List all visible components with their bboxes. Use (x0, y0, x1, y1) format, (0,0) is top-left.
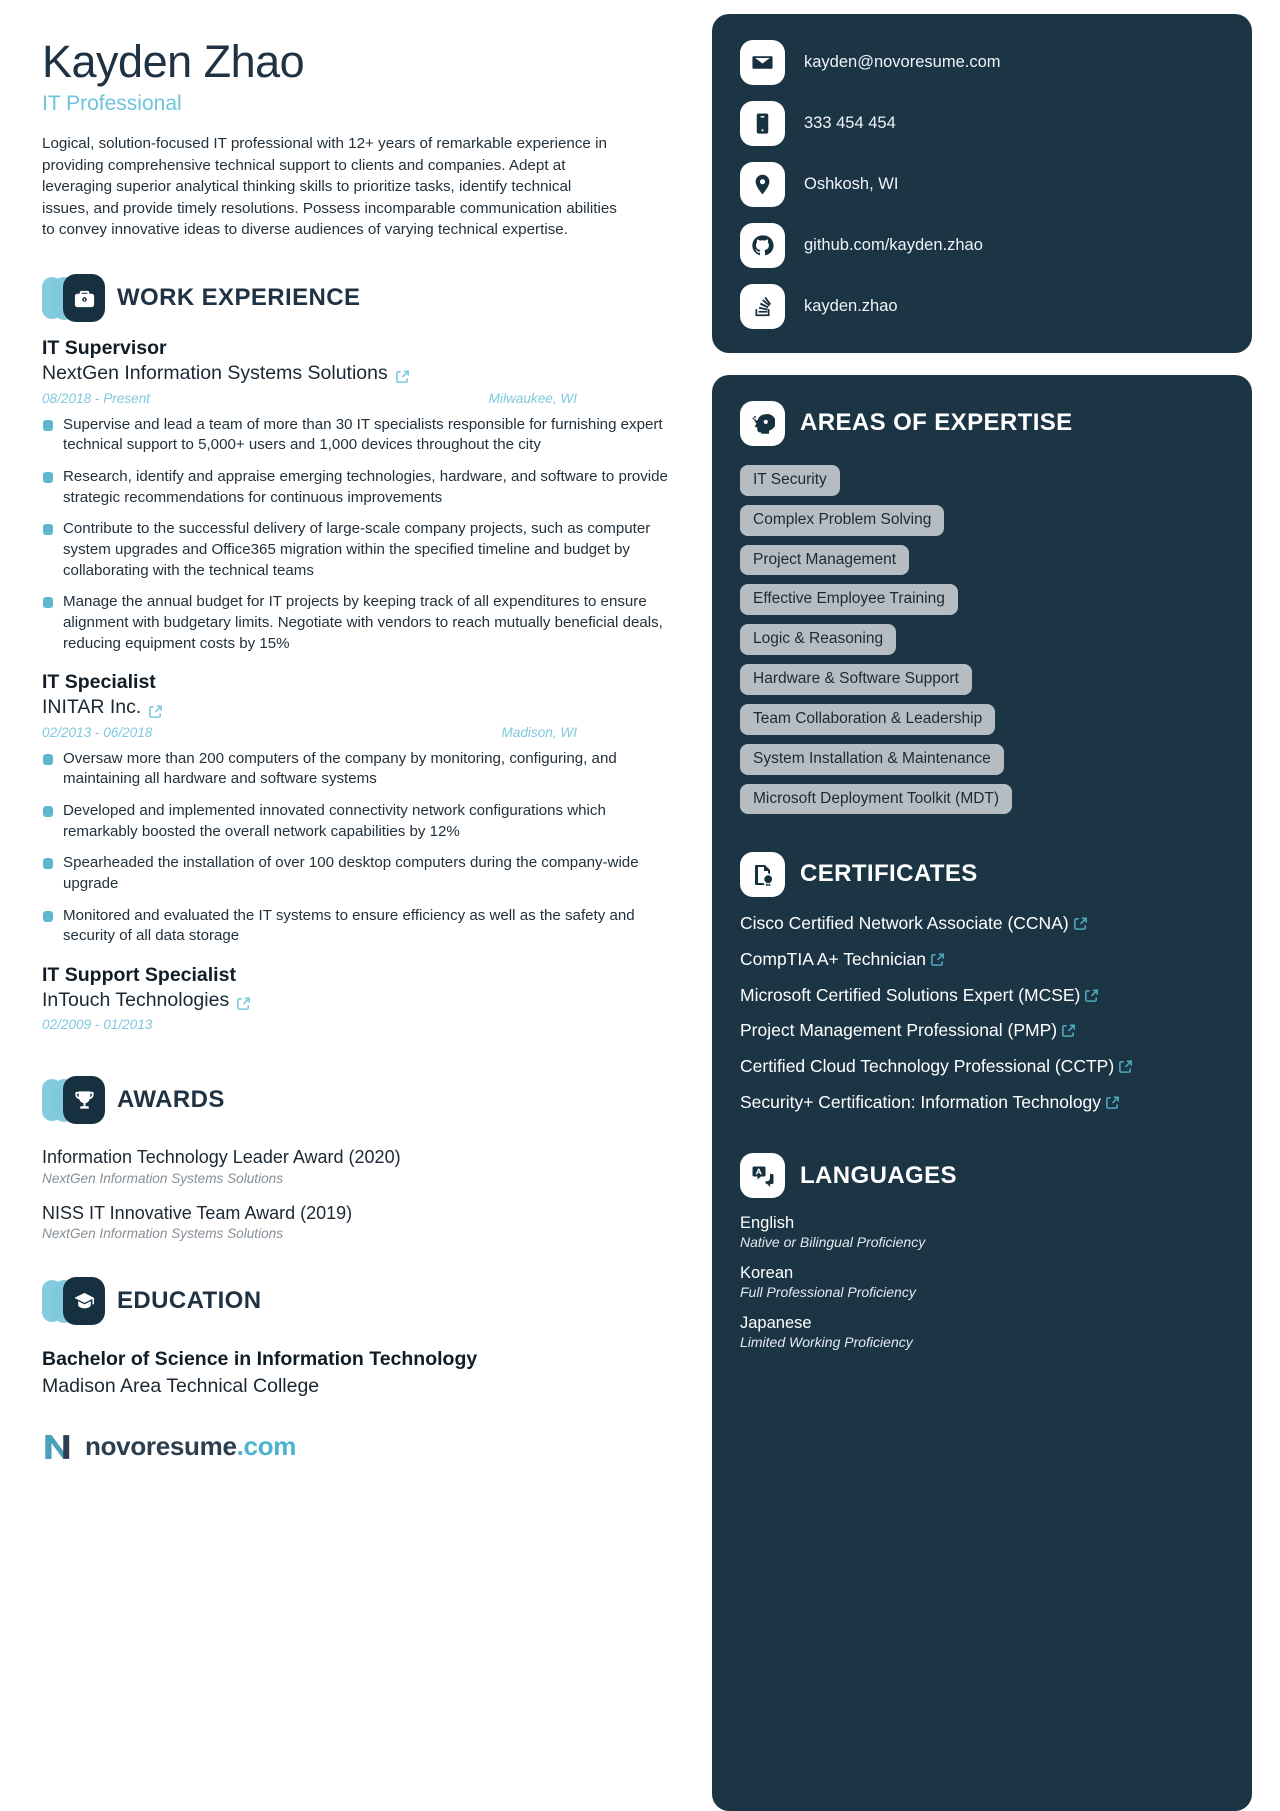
language-item (740, 1214, 1226, 1250)
certificate-item[interactable] (740, 913, 1226, 935)
job-entry (42, 336, 682, 654)
education-item (42, 1347, 682, 1400)
language-name: English (740, 1214, 795, 1233)
external-link-icon[interactable] (1118, 1058, 1133, 1073)
job-bullet: Supervise and lead a team of more than 30 IT specialists responsible for furnishing expert technical support to 5,000+ users and 1,000 devices throughout the city (42, 415, 682, 456)
section-header-education (42, 1277, 682, 1325)
job-bullet: Monitored and evaluated the IT systems to ensure efficiency as well as the safety and security of all data storage (42, 906, 682, 947)
novoresume-logo[interactable] (42, 1430, 682, 1464)
job-bullet: Contribute to the successful delivery of large-scale company projects, such as computer system upgrades and Office365 migration within the specified timeline and budget by collaborating with the technical teams (42, 519, 682, 581)
job-bullet: Research, identify and appraise emerging technologies, hardware, and software to provide strategic recommendations for continuous improvements (42, 467, 682, 508)
job-bullet: Oversaw more than 200 computers of the company by monitoring, configuring, and maintaining all hardware and software systems (42, 749, 682, 790)
job-dates: 08/2018 - Present (42, 390, 151, 406)
section-languages (740, 1153, 1226, 1350)
trophy-icon (63, 1076, 105, 1124)
awards-list (42, 1146, 682, 1241)
translate-icon (740, 1153, 785, 1198)
contact-value: kayden.zhao (804, 297, 898, 315)
job-bullet: Spearheaded the installation of over 100 desktop computers during the company-wide upgrade (42, 853, 682, 894)
section-title: AWARDS (117, 1086, 225, 1114)
award-organization: NextGen Information Systems Solutions (42, 1170, 284, 1186)
language-proficiency: Limited Working Proficiency (740, 1334, 913, 1351)
job-bullets (42, 415, 682, 655)
job-location: Madison, WI (501, 724, 577, 740)
section-awards (42, 1076, 682, 1241)
job-entry (42, 670, 682, 947)
section-badge-decoration (42, 274, 104, 322)
expertise-tag-list (740, 465, 1226, 814)
expertise-tag: Team Collaboration & Leadership (740, 704, 995, 735)
graduation-cap-icon (63, 1277, 105, 1325)
section-header-certificates (740, 852, 1226, 897)
contact-card (712, 14, 1252, 353)
language-list (740, 1214, 1226, 1350)
section-work-experience (42, 274, 682, 1032)
job-dates: 02/2009 - 01/2013 (42, 1017, 153, 1033)
contact-item-stackoverflow[interactable] (740, 284, 1226, 329)
section-title: EDUCATION (117, 1287, 262, 1315)
contact-item-location[interactable] (740, 162, 1226, 207)
job-company (42, 988, 682, 1013)
page-title: Kayden Zhao (42, 36, 305, 87)
logo-word: novoresume (85, 1431, 237, 1462)
certificate-item[interactable] (740, 949, 1226, 971)
external-link-icon[interactable] (930, 951, 945, 966)
section-areas-of-expertise (740, 401, 1226, 814)
language-proficiency: Native or Bilingual Proficiency (740, 1234, 926, 1251)
job-company (42, 361, 682, 386)
job-role: IT Specialist (42, 671, 156, 694)
language-item (740, 1314, 1226, 1350)
language-name: Korean (740, 1264, 794, 1283)
contact-value: 333 454 454 (804, 114, 896, 132)
job-dates: 02/2013 - 06/2018 (42, 724, 153, 740)
logo-suffix: .com (236, 1431, 297, 1462)
award-organization: NextGen Information Systems Solutions (42, 1226, 284, 1242)
section-badge-decoration (42, 1277, 104, 1325)
section-badge-decoration (42, 1076, 104, 1124)
certificate-label: Project Management Professional (PMP) (740, 1020, 1058, 1041)
envelope-icon (740, 40, 785, 85)
external-link-icon[interactable] (1105, 1094, 1120, 1109)
job-company (42, 695, 682, 720)
section-header-work-experience (42, 274, 682, 322)
novoresume-logo-icon (42, 1430, 76, 1464)
certificate-label: Microsoft Certified Solutions Expert (MCSE) (740, 984, 1081, 1005)
section-education (42, 1277, 682, 1400)
job-title-subtitle: IT Professional (42, 92, 182, 116)
job-company-label: NextGen Information Systems Solutions (42, 362, 388, 385)
education-list (42, 1347, 682, 1400)
stackoverflow-icon (740, 284, 785, 329)
briefcase-icon (63, 274, 105, 322)
contact-value: github.com/kayden.zhao (804, 236, 983, 254)
language-name: Japanese (740, 1314, 812, 1333)
external-link-icon[interactable] (148, 701, 163, 716)
work-experience-list (42, 336, 682, 1032)
section-title: LANGUAGES (800, 1161, 957, 1189)
language-item (740, 1264, 1226, 1300)
certificate-label: CompTIA A+ Technician (740, 949, 926, 969)
certificate-item[interactable] (740, 1020, 1226, 1042)
job-bullet: Developed and implemented innovated connectivity network configurations which remarkably boosted the overall network capabilities by 12% (42, 801, 682, 842)
job-company-label: INITAR Inc. (42, 696, 142, 719)
external-link-icon[interactable] (395, 366, 410, 381)
education-degree: Bachelor of Science in Information Technology (42, 1348, 478, 1371)
head-gear-icon (740, 401, 785, 446)
education-school: Madison Area Technical College (42, 1375, 320, 1398)
job-bullets (42, 749, 682, 947)
award-item (42, 1202, 682, 1241)
external-link-icon[interactable] (1073, 915, 1088, 930)
section-header-awards (42, 1076, 682, 1124)
external-link-icon[interactable] (1061, 1022, 1076, 1037)
profile-summary: Logical, solution-focused IT professional with 12+ years of remarkable experience in providing comprehensive technical support to clients and companies. Adept at leveraging superior analytical thinking skills to prioritize tasks, identify technical issues, and provide timely resolutions. Possess incomparable communication abilities to convey innovative ideas to diverse audiences of varying technical expertise. (42, 135, 617, 238)
contact-value: kayden@novoresume.com (804, 53, 1001, 71)
certificate-item[interactable] (740, 1092, 1226, 1114)
contact-item-github[interactable] (740, 223, 1226, 268)
contact-item-email[interactable] (740, 40, 1226, 85)
job-entry (42, 963, 682, 1032)
expertise-tag: Project Management (740, 545, 909, 576)
certificate-icon (740, 852, 785, 897)
external-link-icon[interactable] (1084, 987, 1099, 1002)
award-name: Information Technology Leader Award (2020) (42, 1147, 401, 1168)
section-title: AREAS OF EXPERTISE (800, 409, 1073, 437)
language-proficiency: Full Professional Proficiency (740, 1284, 916, 1301)
expertise-tag: Hardware & Software Support (740, 664, 972, 695)
certificate-label: Certified Cloud Technology Professional (CCTP) (740, 1056, 1115, 1077)
job-meta (42, 1017, 682, 1032)
contact-item-phone[interactable] (740, 101, 1226, 146)
section-title: CERTIFICATES (800, 860, 978, 888)
job-bullet: Manage the annual budget for IT projects by keeping track of all expenditures to ensure alignment with budgetary limits. Negotiate with vendors to reach mutually beneficial deals, reducing equipment costs by 15% (42, 592, 682, 654)
award-name: NISS IT Innovative Team Award (2019) (42, 1202, 353, 1223)
certificate-label: Cisco Certified Network Associate (CCNA) (740, 913, 1069, 934)
expertise-tag: Logic & Reasoning (740, 624, 896, 655)
job-meta (42, 725, 682, 740)
sidebar-main-card (712, 375, 1252, 1811)
job-role: IT Support Specialist (42, 964, 236, 987)
expertise-tag: Complex Problem Solving (740, 505, 944, 536)
sidebar (712, 0, 1280, 1811)
expertise-tag: System Installation & Maintenance (740, 744, 1004, 775)
phone-icon (740, 101, 785, 146)
section-header-areas-of-expertise (740, 401, 1226, 446)
section-certificates (740, 852, 1226, 1113)
github-icon (740, 223, 785, 268)
certificate-label: Security+ Certification: Information Technology (740, 1091, 1102, 1112)
certificate-item[interactable] (740, 1056, 1226, 1078)
expertise-tag: Microsoft Deployment Toolkit (MDT) (740, 784, 1012, 815)
section-title: WORK EXPERIENCE (117, 284, 361, 312)
job-role: IT Supervisor (42, 337, 167, 360)
job-meta (42, 391, 682, 406)
award-item (42, 1146, 682, 1185)
expertise-tag: IT Security (740, 465, 840, 496)
certificate-list (740, 913, 1226, 1113)
location-pin-icon (740, 162, 785, 207)
contact-value: Oshkosh, WI (804, 175, 899, 193)
expertise-tag: Effective Employee Training (740, 584, 958, 615)
section-header-languages (740, 1153, 1226, 1198)
novoresume-logo-text (85, 1431, 296, 1462)
external-link-icon[interactable] (236, 993, 251, 1008)
job-company-label: InTouch Technologies (42, 989, 230, 1011)
certificate-item[interactable] (740, 985, 1226, 1007)
job-location: Milwaukee, WI (488, 390, 577, 406)
